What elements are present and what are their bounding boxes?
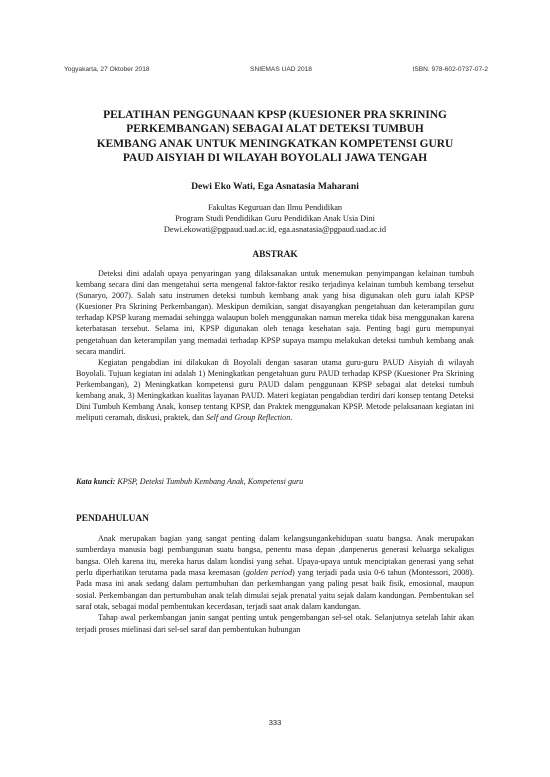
header-date-location: Yogyakarta, 27 Oktober 2018 (64, 66, 150, 73)
running-header (64, 66, 488, 73)
abstract-paragraph: Deteksi dini adalah upaya penyaringan yang dilaksanakan untuk menemukan penyimpangan kelainan tumbuh kembang secara dini dan mengetahui serta mengenal faktor-faktor resiko terjadinya kelainan tumbuh kembang tersebut (Sunaryo, 2007). Salah satu instrumen deteksi tumbuh kembang anak yang bisa digunakan oleh guru ialah KPSP (Kuesioner Pra Skrining Perkembangan). Meskipun demikian, sangat disayangkan pengetahuan dan keterampilan guru terhadap KPSP kurang memadai sehingga walaupun boleh menggunakan namun mereka tidak bisa menggunakan karena keterbatasan tersebut. Selama ini, KPSP digunakan oleh tenaga kesehatan saja. Penting bagi guru mempunyai pengetahuan dan keterampilan yang memadai terhadap KPSP supaya mampu melakukan deteksi tumbuh kembang anak secara mandiri. (76, 269, 474, 356)
title-line: PELATIHAN PENGGUNAAN KPSP (KUESIONER PRA SKRINING (103, 109, 447, 121)
keywords (76, 477, 474, 486)
affiliation (60, 202, 490, 235)
body-italic-term: golden period (245, 568, 293, 578)
faculty-name: Fakultas Keguruan dan Ilmu Pendidikan (207, 203, 343, 212)
author-names: Dewi Eko Wati, Ega Asnatasia Maharani (191, 181, 359, 192)
page-number: 333 (268, 718, 282, 727)
author-emails: Dewi.ekowati@pgpaud.uad.ac.id, ega.asnatasia@pgpaud.uad.ac.id (163, 225, 387, 234)
body-text: ) yang terjadi pada usia 0-6 tahun (Montessori, 2008). Pada masa ini anak sedang dalam pertumbuhan dan perkembangan yang paling pesat baik fisik, emosional, maupun sosial. Perkembangan dan pertumbuhan anak telah dimulai sejak prenatal yaitu sejak dalam kandungan. Pembentukan sel saraf otak, sebagai modal pembentukan kecerdasan, terjadi saat anak dalam kandungan. (76, 568, 474, 612)
abstract-italic-term: Self and Group Reflection (205, 413, 291, 423)
abstract-heading: ABSTRAK (252, 250, 298, 260)
abstract-text: Kegiatan pengabdian ini dilakukan di Boyolali dengan sasaran utama guru-guru PAUD Aisyiah di wilayah Boyolali. Tujuan kegiatan ini adalah 1) Meningkatkan pengetahuan guru PAUD terhadap KPSP (Kuesioner Pra Skrining Perkembangan), 2) Meningkatkan kompetensi guru PAUD dalam penggunaan KPSP sebagai alat deteksi tumbuh kembang anak, 3) Meningkatkan kualitas layanan PAUD. Materi kegiatan pengabdian terdiri dari konsep tentang Deteksi Dini Tumbuh Kembang Anak, konsep tentang KPSP, dan Praktek menggunakan KPSP. Metode pelaksanaan kegiatan ini meliputi ceramah, diskusi, praktek, dan (76, 357, 474, 423)
title-line: KEMBANG ANAK UNTUK MENINGKATKAN KOMPETENSI GURU (96, 137, 454, 150)
paper-title (60, 108, 490, 166)
header-conference: SNIEMAS UAD 2018 (250, 66, 312, 73)
body-paragraph: Tahap awal perkembangan janin sangat penting untuk pengembangan sel-sel otak. Selanjutnya setelah lahir akan terjadi proses mielinasi dari sel-sel saraf dan pembentukan hubungan (76, 613, 474, 634)
body-text: Anak merupakan bagian yang sangat penting dalam kelangsungankehidupan suatu bangsa. Anak merupakan sumberdaya manusia bagi pembangunan suatu bangsa, penentu masa depan ,danpenerus generasi keluarga sekaligus bangsa. Oleh karena itu, mereka harus dalam kondisi yang sehat. Upaya-upaya untuk menciptakan generasi yang sehat perlu diperhatikan terutama pada masa keemasan ( (76, 534, 474, 578)
keywords-text: KPSP, Deteksi Tumbuh Kembang Anak, Kompetensi guru (115, 477, 304, 486)
title-line: PAUD AISYIAH DI WILAYAH BOYOLALI JAWA TENGAH (122, 152, 428, 165)
abstract-paragraph (76, 357, 474, 424)
abstract-body (76, 268, 474, 423)
body-paragraph (76, 533, 474, 612)
introduction-body (76, 533, 474, 635)
abstract-text-end: . (290, 413, 293, 423)
title-line: PERKEMBANGAN) SEBAGAI ALAT DETEKSI TUMBUH (126, 123, 424, 136)
program-name: Program Studi Pendidikan Guru Pendidikan Anak Usia Dini (175, 214, 375, 223)
section-heading-introduction: PENDAHULUAN (76, 514, 149, 524)
keywords-label: Kata kunci: (76, 477, 116, 486)
header-isbn: ISBN. 978-602-0737-07-2 (412, 66, 488, 73)
